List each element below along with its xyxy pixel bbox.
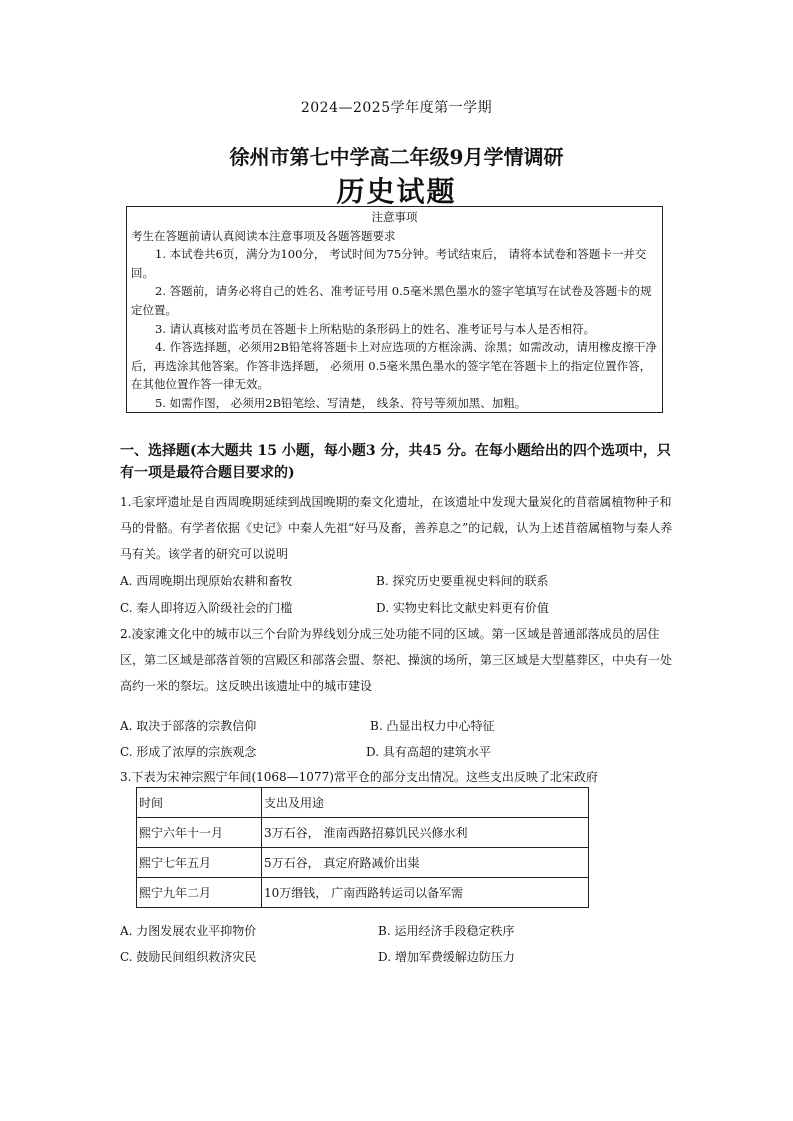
notice-item: 1. 本试卷共6页，满分为100分， 考试时间为75分钟。考试结束后， 请将本试卷和答题卡一并交回。 — [131, 247, 647, 280]
exam-school-title: 徐州市第七中学高二年级9月学情调研 — [229, 145, 564, 169]
table-header-cell: 支出及用途 — [262, 788, 589, 818]
question-2-option-b: B. 凸显出权力中心特征 — [370, 719, 495, 733]
notice-item: 5. 如需作图， 必须用2B铅笔绘、写清楚， 线条、符号等须加黑、加粗。 — [155, 395, 527, 410]
question-stem-2: 2.凌家滩文化中的城市以三个台阶为界线划分成三处功能不同的区域。第一区域是普通部落成员的居住区，第二区域是部落首领的宫殿区和部落会盟、祭祀、操演的场所，第三区域是大型墓葬区，中央有一处高约一米的祭坛。这反映出该遗址中的城市建设 — [120, 627, 673, 693]
table-cell: 熙宁七年五月 — [137, 848, 262, 878]
table-cell: 熙宁六年十一月 — [137, 818, 262, 848]
exam-year: 2024—2025学年度第一学期 — [300, 100, 493, 116]
table-row — [137, 878, 589, 908]
table-cell: 熙宁九年二月 — [137, 878, 262, 908]
question-1-option-c: C. 秦人即将迈入阶级社会的门槛 — [120, 601, 293, 615]
notice-item: 2. 答题前，请务必将自己的姓名、准考证号用 0.5毫米黑色墨水的签字笔填写在试卷及答题卡的规定位置。 — [131, 284, 652, 317]
question-2-option-d: D. 具有高超的建筑水平 — [366, 745, 491, 759]
question-2-option-c: C. 形成了浓厚的宗族观念 — [120, 745, 257, 759]
question-2-option-a: A. 取决于部落的宗教信仰 — [120, 719, 257, 733]
table-row — [137, 818, 589, 848]
table-header-row — [137, 788, 589, 818]
section-heading: 一、选择题(本大题共 15 小题，每小题3 分，共45 分。在每小题给出的四个选项中，只有一项是最符合题目要求的) — [120, 443, 671, 481]
table-cell: 5万石谷， 真定府路减价出粜 — [262, 848, 589, 878]
question-stem-3: 3.下表为宋神宗熙宁年间(1068—1077)常平仓的部分支出情况。这些支出反映了北宋政府 — [120, 770, 598, 784]
question-3-option-c: C. 鼓励民间组织救济灾民 — [120, 950, 257, 964]
table-row — [137, 848, 589, 878]
question-stem-1: 1.毛家坪遗址是自西周晚期延续到战国晚期的秦文化遗址，在该遗址中发现大量炭化的苜蓿属植物种子和马的骨骼。有学者依据《史记》中秦人先祖“好马及畜，善养息之”的记载，认为上述苜蓿属植物与秦人养马有关。该学者的研究可以说明 — [120, 495, 673, 561]
table-cell: 10万缗钱， 广南西路转运司以备军需 — [262, 878, 589, 908]
question-1-option-b: B. 探究历史要重视史料间的联系 — [376, 574, 549, 588]
notice-box — [126, 206, 663, 413]
question-3-option-a: A. 力图发展农业平抑物价 — [120, 924, 257, 938]
table-cell: 3万石谷， 淮南西路招募饥民兴修水利 — [262, 818, 589, 848]
notice-item: 3. 请认真核对监考员在答题卡上所粘贴的条形码上的姓名、准考证号与本人是否相符。 — [155, 321, 596, 336]
notice-title: 注意事项 — [371, 210, 418, 224]
notice-intro: 考生在答题前请认真阅读本注意事项及各题答题要求 — [131, 228, 396, 243]
table-header-cell: 时间 — [137, 788, 262, 818]
question-1-option-d: D. 实物史料比文献史料更有价值 — [376, 601, 549, 615]
question-1-option-a: A. 西周晚期出现原始农耕和畜牧 — [120, 574, 293, 588]
expenditure-table — [136, 787, 589, 908]
notice-item: 4. 作答选择题，必须用2B铅笔将答题卡上对应选项的方框涂满、涂黑；如需改动，请用橡皮擦干净后，再选涂其他答案。作答非选择题， 必须用 0.5毫米黑色墨水的签字笔在答题卡上的指定位置作答， 在其他位置作答一律无效。 — [131, 340, 657, 392]
exam-subject-title: 历史试题 — [336, 175, 457, 208]
question-3-option-b: B. 运用经济手段稳定秩序 — [378, 924, 515, 938]
question-3-option-d: D. 增加军费缓解边防压力 — [378, 950, 515, 964]
